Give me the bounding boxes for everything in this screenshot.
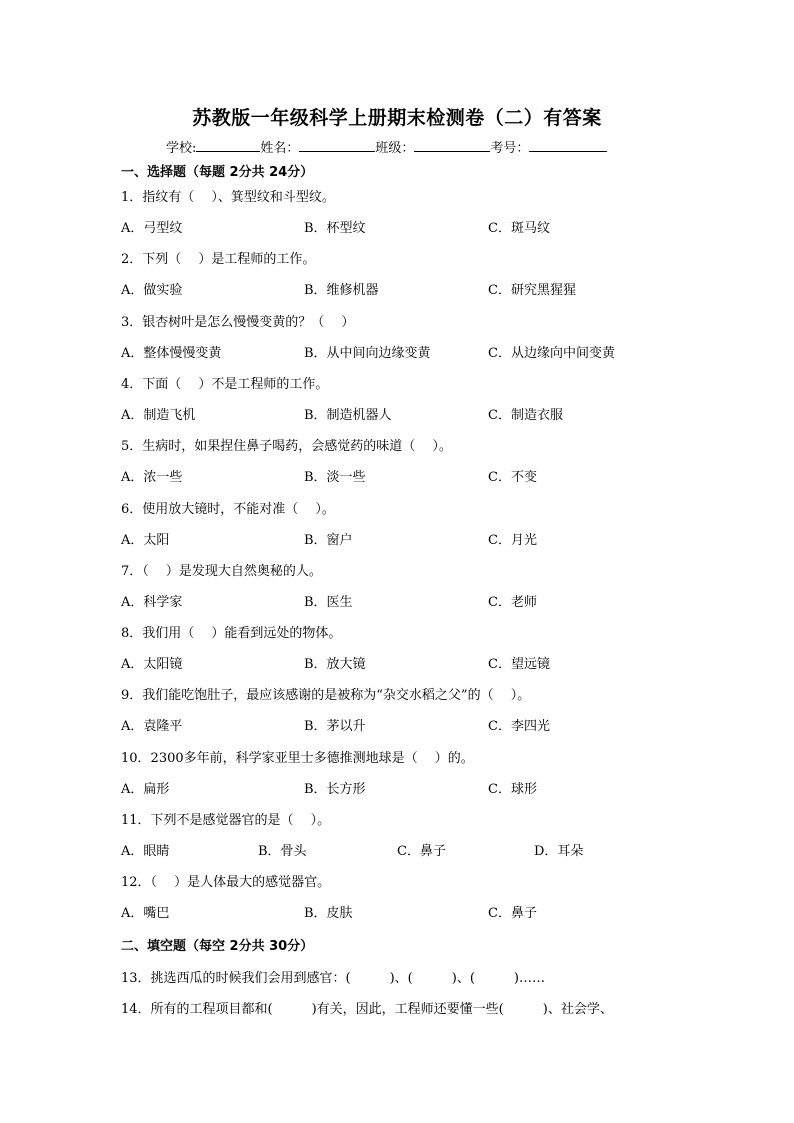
question-text: 6．使用放大镜时，不能对准（ ）。 bbox=[121, 502, 335, 517]
school-label: 学校: bbox=[166, 141, 197, 156]
question-text: 10．2300多年前，科学家亚里士多德推测地球是（ ）的。 bbox=[121, 751, 474, 766]
question-text: 7．（ ）是发现大自然奥秘的人。 bbox=[121, 564, 322, 579]
question-options bbox=[121, 591, 681, 609]
option-a: A．制造飞机 bbox=[121, 408, 196, 423]
class-blank bbox=[414, 139, 490, 152]
option-b: B．皮肤 bbox=[304, 906, 353, 921]
option-a: A．扁形 bbox=[121, 782, 170, 797]
question-text: 8．我们用（ ）能看到远处的物体。 bbox=[121, 626, 342, 641]
option-b: B．杯型纹 bbox=[304, 221, 366, 236]
option-b: B．医生 bbox=[304, 595, 353, 610]
option-b: B．茅以升 bbox=[304, 719, 366, 734]
option-c: C．制造衣服 bbox=[488, 408, 563, 423]
fill-question: 14．所有的工程项目都和( )有关，因此，工程师还要懂一些( )、社会学、 bbox=[121, 1002, 613, 1017]
fill-question: 13．挑选西瓜的时候我们会用到感官：( )、( )、( )…… bbox=[121, 971, 545, 986]
question-options bbox=[121, 342, 681, 360]
question-text: 9．我们能吃饱肚子，最应该感谢的是被称为“杂交水稻之父”的（ ）。 bbox=[121, 688, 531, 703]
option-c: C．鼻子 bbox=[488, 906, 537, 921]
number-label: 考号： bbox=[490, 141, 530, 156]
question-options bbox=[121, 217, 681, 235]
option-c: C．鼻子 bbox=[397, 844, 446, 859]
question-options bbox=[121, 902, 681, 920]
option-b: B．放大镜 bbox=[304, 657, 366, 672]
option-b: B．从中间向边缘变黄 bbox=[304, 346, 431, 361]
option-b: B．淡一些 bbox=[304, 470, 366, 485]
option-c: C．望远镜 bbox=[488, 657, 550, 672]
option-c: C．从边缘向中间变黄 bbox=[488, 346, 615, 361]
school-blank bbox=[196, 139, 260, 152]
question-options bbox=[121, 529, 681, 547]
option-a: A．弓型纹 bbox=[121, 221, 183, 236]
option-a: A．浓一些 bbox=[121, 470, 183, 485]
option-a: A．太阳 bbox=[121, 533, 170, 548]
option-b: B．长方形 bbox=[304, 782, 366, 797]
option-c: C．斑马纹 bbox=[488, 221, 550, 236]
option-c: C．月光 bbox=[488, 533, 537, 548]
option-a: A．太阳镜 bbox=[121, 657, 183, 672]
section-heading-choice: 一、选择题（每题 2分共 24分） bbox=[121, 165, 314, 180]
option-b: B．窗户 bbox=[304, 533, 353, 548]
question-text: 11．下列不是感觉器官的是（ ）。 bbox=[121, 813, 331, 828]
question-text: 1．指纹有（ ）、箕型纹和斗型纹。 bbox=[121, 190, 335, 205]
question-options bbox=[121, 715, 681, 733]
question-text: 4．下面（ ）不是工程师的工作。 bbox=[121, 377, 329, 392]
question-options bbox=[121, 279, 681, 297]
option-a: A．眼睛 bbox=[121, 844, 170, 859]
question-text: 3．银杏树叶是怎么慢慢变黄的？（ ） bbox=[121, 315, 355, 330]
question-options bbox=[121, 466, 681, 484]
option-c: C．研究黑猩猩 bbox=[488, 283, 576, 298]
question-options bbox=[121, 404, 681, 422]
question-text: 5．生病时，如果捏住鼻子喝药，会感觉药的味道（ ）。 bbox=[121, 439, 452, 454]
option-d: D．耳朵 bbox=[534, 844, 584, 859]
option-a: A．整体慢慢变黄 bbox=[121, 346, 222, 361]
option-a: A．科学家 bbox=[121, 595, 183, 610]
option-b: B．骨头 bbox=[258, 844, 307, 859]
student-info-line bbox=[166, 137, 607, 156]
question-options bbox=[121, 653, 681, 671]
name-label: 姓名： bbox=[260, 141, 300, 156]
option-c: C．不变 bbox=[488, 470, 537, 485]
section-heading-fill: 二、填空题（每空 2分共 30分） bbox=[121, 939, 314, 954]
name-blank bbox=[299, 139, 375, 152]
question-text: 12．（ ）是人体最大的感觉器官。 bbox=[121, 875, 331, 890]
option-b: B．制造机器人 bbox=[304, 408, 392, 423]
option-c: C．老师 bbox=[488, 595, 537, 610]
option-a: A．袁隆平 bbox=[121, 719, 183, 734]
number-blank bbox=[529, 139, 607, 152]
class-label: 班级： bbox=[375, 141, 415, 156]
option-a: A．嘴巴 bbox=[121, 906, 170, 921]
option-b: B．维修机器 bbox=[304, 283, 379, 298]
option-c: C．球形 bbox=[488, 782, 537, 797]
option-c: C．李四光 bbox=[488, 719, 550, 734]
page-title: 苏教版一年级科学上册期末检测卷（二）有答案 bbox=[192, 107, 602, 129]
question-options bbox=[121, 840, 681, 858]
question-text: 2．下列（ ）是工程师的工作。 bbox=[121, 252, 316, 267]
option-a: A．做实验 bbox=[121, 283, 183, 298]
question-options bbox=[121, 778, 681, 796]
